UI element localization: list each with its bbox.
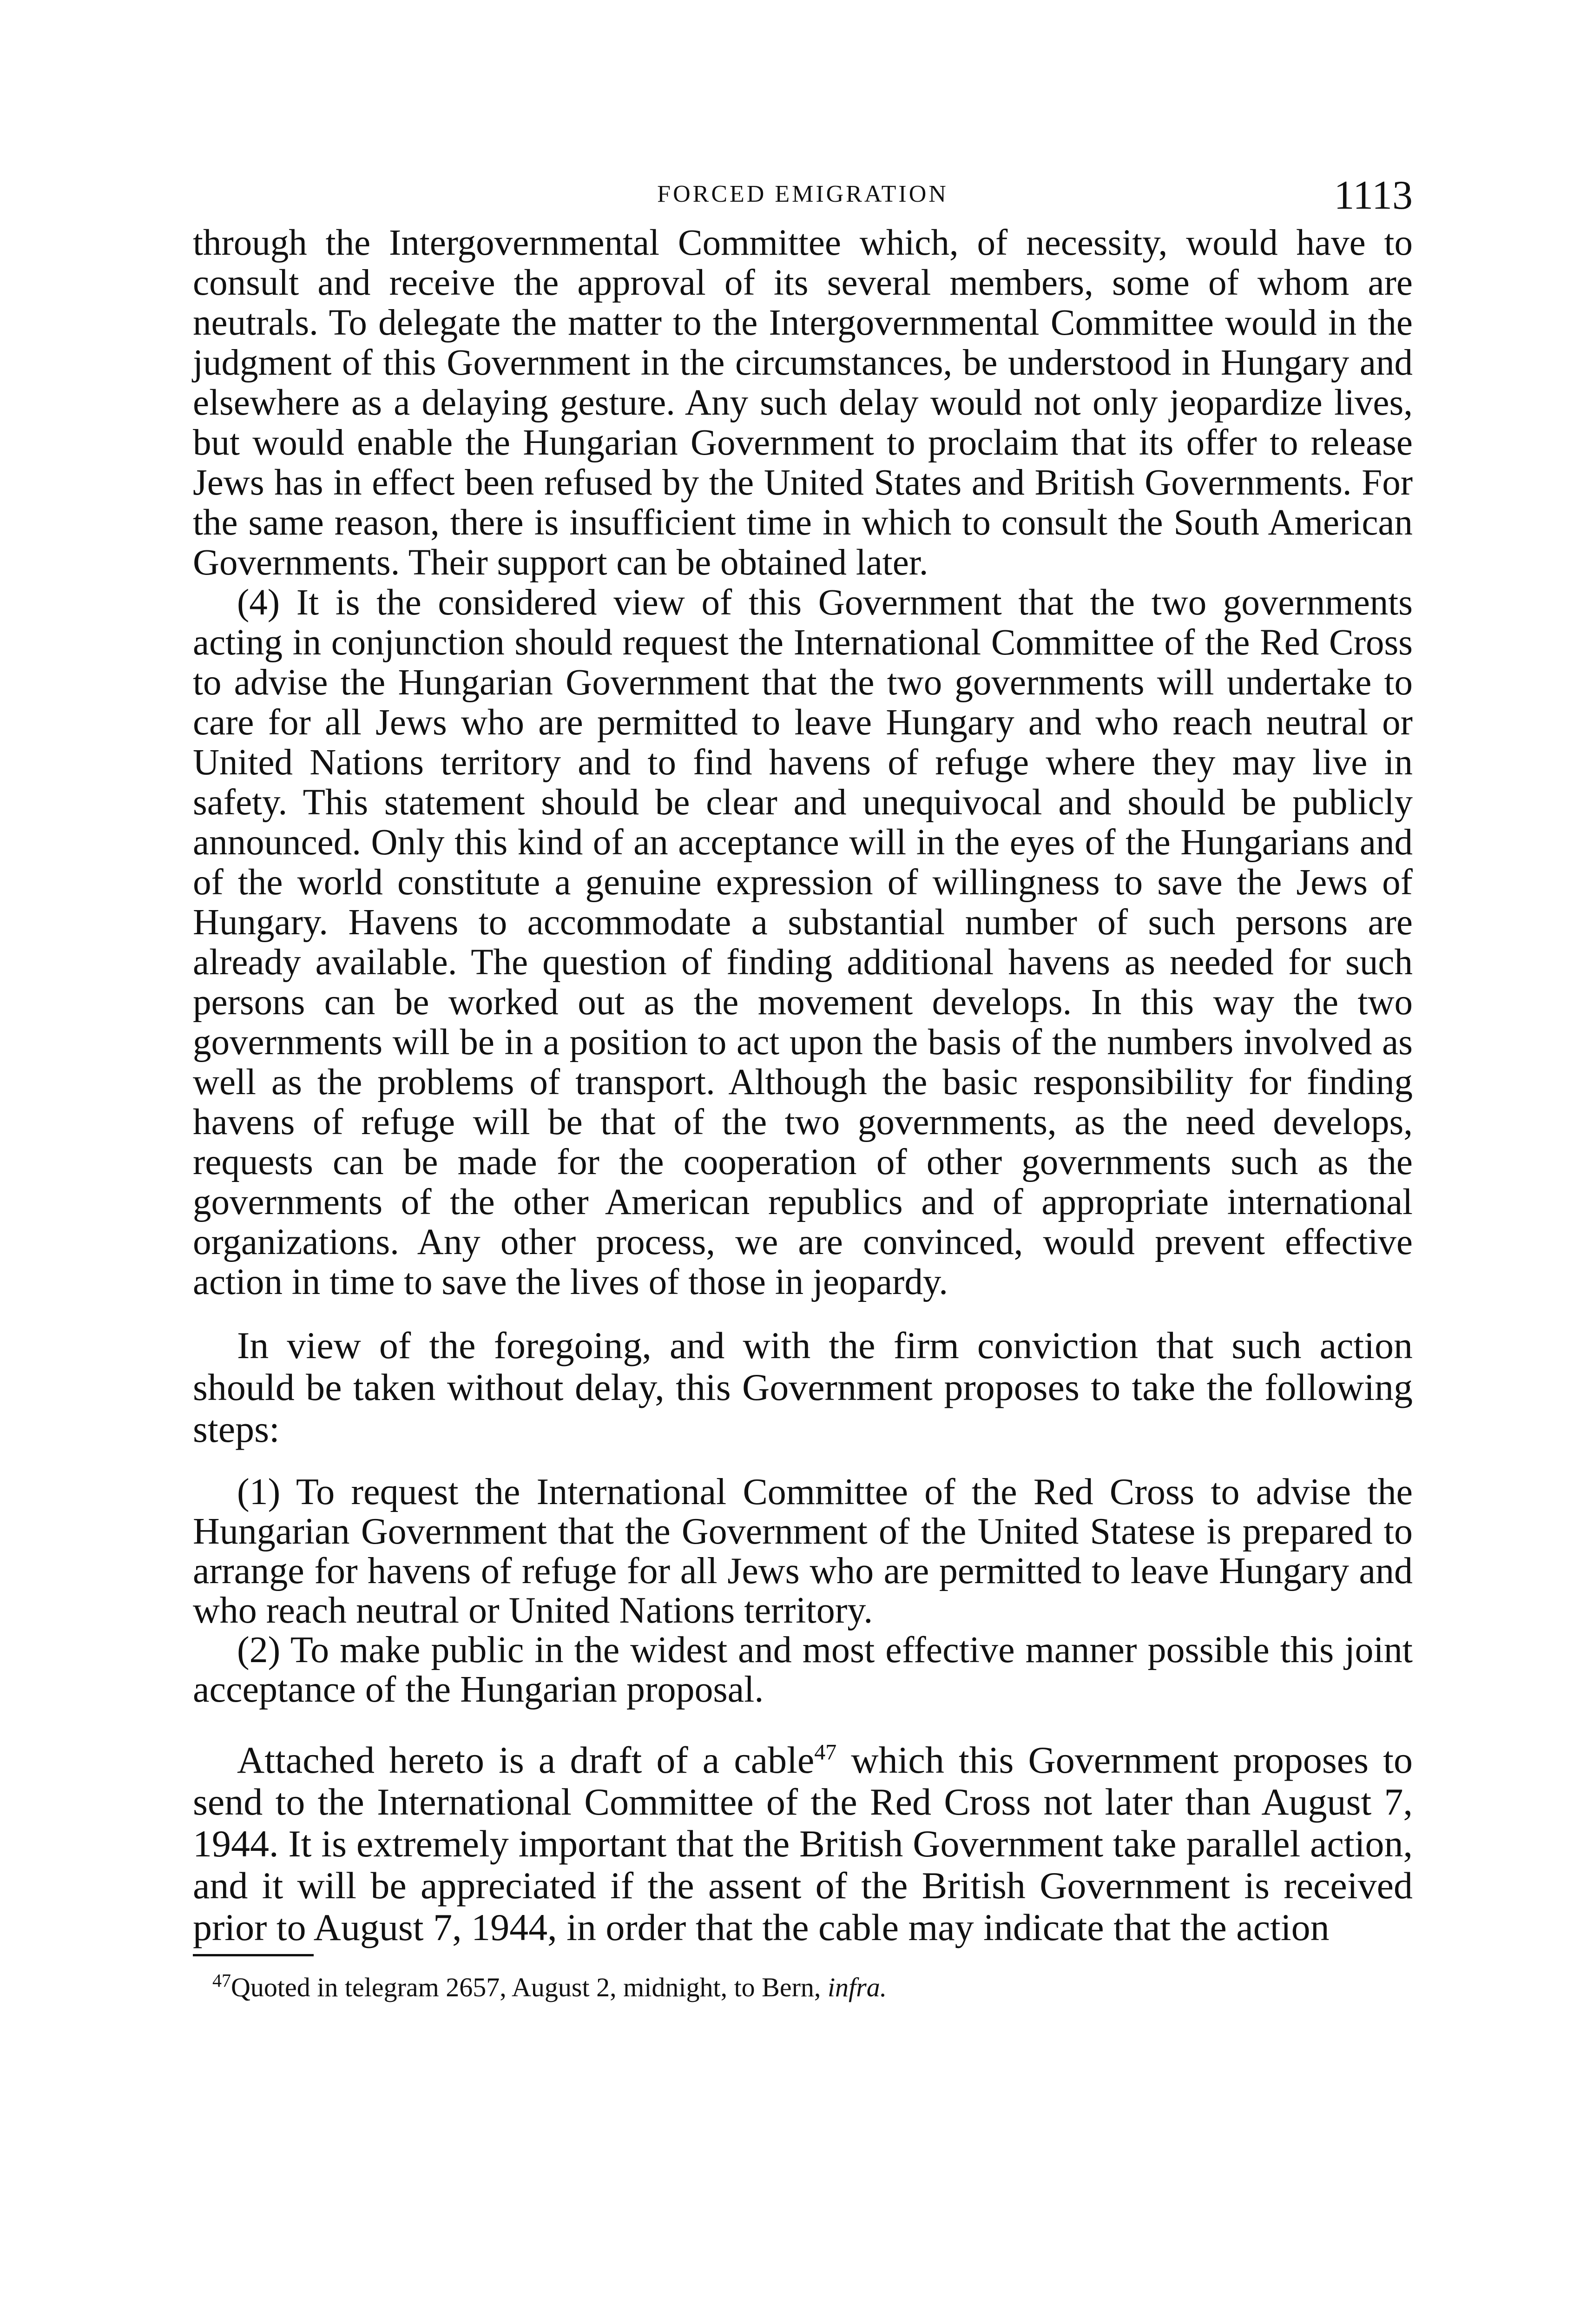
paragraph-foregoing: In view of the foregoing, and with the firm conviction that such action should be taken without delay, this Government proposes to take the following steps: (193, 1324, 1413, 1450)
paragraph-attached-end: which this Government proposes to send to the International Committee of the Red Cross not later than August 7, 1944. It is extremely important that the British Government take parallel action, and it will be appreciated if the assent of the British Government is received prior to August 7, 1944, in order that the cable may indicate that the action (193, 1739, 1413, 1948)
footnote-rule (193, 1954, 314, 1956)
footnote-number: 47 (212, 1970, 231, 1991)
footnote-reference: 47 (814, 1740, 837, 1765)
page-number: 1113 (1334, 173, 1413, 218)
footnote-italic: infra. (827, 1972, 887, 2002)
section-continued (193, 223, 1413, 1302)
paragraph-spacer (193, 1302, 1413, 1325)
step-1: (1) To request the International Committee of the Red Cross to advise the Hungarian Government that the Government of the United Statese is prepared to arrange for havens of refuge for all Jews who are permitted to leave Hungary and who reach neutral or United Nations territory. (193, 1472, 1413, 1631)
running-title: FORCED EMIGRATION (657, 181, 948, 207)
step-2: (2) To make public in the widest and most effective manner possible this joint acceptance of the Hungarian proposal. (193, 1630, 1413, 1710)
paragraph-spacer (193, 1710, 1413, 1739)
paragraph-intergovernmental: through the Intergovernmental Committee which, of necessity, would have to consult and receive the approval of its several members, some of whom are neutrals. To delegate the matter to the Intergovernmental Committee would in the judgment of this Government in the circumstances, be understood in Hungary and elsewhere as a delaying gesture. Any such delay would not only jeopardize lives, but would enable the Hungarian Government to proclaim that its offer to release Jews has in effect been refused by the United States and British Governments. For the same reason, there is insufficient time in which to consult the South American Governments. Their support can be obtained later. (193, 223, 1413, 583)
paragraph-point-4: (4) It is the considered view of this Government that the two governments acting in conjunction should request the International Committee of the Red Cross to advise the Hungarian Government that the two governments will undertake to care for all Jews who are permitted to leave Hungary and who reach neutral or United Nations territory and to find havens of refuge where they may live in safety. This statement should be clear and unequivocal and should be publicly announced. Only this kind of an acceptance will in the eyes of the Hungarians and of the world constitute a genuine expression of willingness to save the Jews of Hungary. Havens to accommodate a substantial number of such persons are already available. The question of finding additional havens as needed for such persons can be worked out as the movement develops. In this way the two governments will be in a position to act upon the basis of the numbers involved as well as the problems of transport. Although the basic responsibility for finding havens of refuge will be that of the two governments, as the need develops, requests can be made for the cooperation of other governments such as the governments of the other American republics and of appropriate international organizations. Any other process, we are convinced, would prevent effective action in time to save the lives of those in jeopardy. (193, 582, 1413, 1302)
attached-cable-section (193, 1739, 1413, 1948)
document-page (193, 172, 1413, 2004)
steps-list (193, 1472, 1413, 1710)
footnote-text: Quoted in telegram 2657, August 2, midnight, to Bern, (231, 1972, 828, 2002)
paragraph-attached-start: Attached hereto is a draft of a cable (237, 1739, 815, 1781)
running-header (193, 172, 1413, 223)
paragraph-spacer (193, 1450, 1413, 1472)
proposal-intro (193, 1325, 1413, 1450)
paragraph-attached (193, 1739, 1413, 1948)
footnote (193, 1971, 1413, 2004)
